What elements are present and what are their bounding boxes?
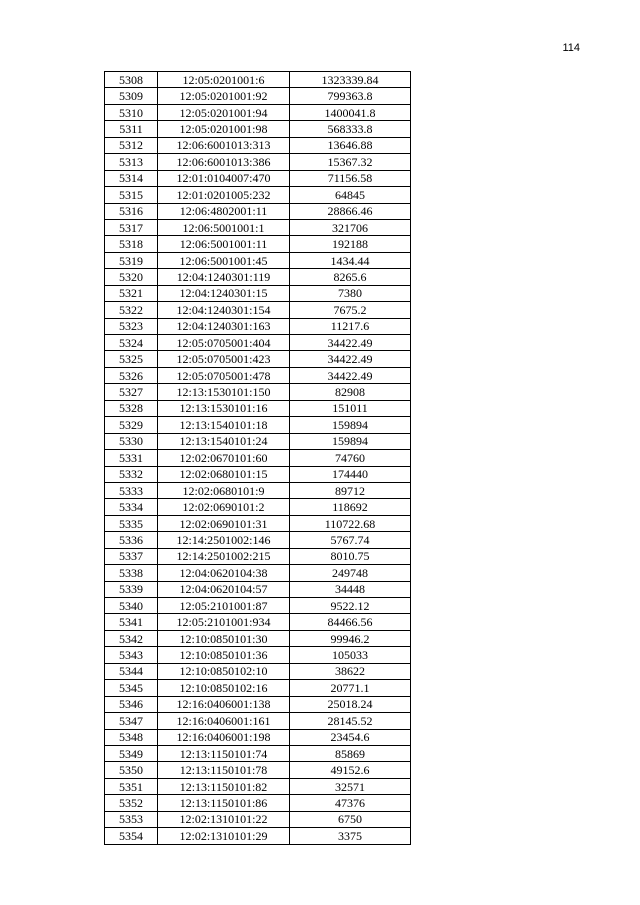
value-cell: 1434.44 xyxy=(290,252,411,268)
table-row xyxy=(105,170,411,186)
value-cell: 71156.58 xyxy=(290,170,411,186)
value-cell: 13646.88 xyxy=(290,137,411,153)
row-number-cell: 5353 xyxy=(105,811,158,827)
cadastral-number-cell: 12:14:2501002:215 xyxy=(158,548,290,564)
value-cell: 159894 xyxy=(290,417,411,433)
cadastral-number-cell: 12:05:2101001:934 xyxy=(158,614,290,630)
value-cell: 74760 xyxy=(290,450,411,466)
table-row xyxy=(105,318,411,334)
data-table xyxy=(104,71,411,845)
table-row xyxy=(105,515,411,531)
row-number-cell: 5324 xyxy=(105,335,158,351)
row-number-cell: 5314 xyxy=(105,170,158,186)
table-row xyxy=(105,384,411,400)
cadastral-number-cell: 12:05:0201001:6 xyxy=(158,72,290,88)
row-number-cell: 5348 xyxy=(105,729,158,745)
row-number-cell: 5347 xyxy=(105,713,158,729)
table-row xyxy=(105,400,411,416)
value-cell: 25018.24 xyxy=(290,696,411,712)
value-cell: 249748 xyxy=(290,565,411,581)
cadastral-number-cell: 12:13:1540101:24 xyxy=(158,433,290,449)
table-row xyxy=(105,762,411,778)
value-cell: 32571 xyxy=(290,778,411,794)
table-row xyxy=(105,581,411,597)
table-row xyxy=(105,88,411,104)
row-number-cell: 5332 xyxy=(105,466,158,482)
cadastral-number-cell: 12:13:1150101:86 xyxy=(158,795,290,811)
cadastral-number-cell: 12:02:0690101:2 xyxy=(158,499,290,515)
cadastral-number-cell: 12:06:4802001:11 xyxy=(158,203,290,219)
row-number-cell: 5319 xyxy=(105,252,158,268)
value-cell: 799363.8 xyxy=(290,88,411,104)
value-cell: 89712 xyxy=(290,482,411,498)
value-cell: 34422.49 xyxy=(290,351,411,367)
table-row xyxy=(105,532,411,548)
value-cell: 1400041.8 xyxy=(290,104,411,120)
row-number-cell: 5342 xyxy=(105,630,158,646)
cadastral-number-cell: 12:02:1310101:22 xyxy=(158,811,290,827)
value-cell: 82908 xyxy=(290,384,411,400)
cadastral-number-cell: 12:04:0620104:38 xyxy=(158,565,290,581)
cadastral-number-cell: 12:13:1540101:18 xyxy=(158,417,290,433)
cadastral-number-cell: 12:10:0850102:10 xyxy=(158,663,290,679)
cadastral-number-cell: 12:02:0670101:60 xyxy=(158,450,290,466)
row-number-cell: 5337 xyxy=(105,548,158,564)
cadastral-number-cell: 12:06:5001001:45 xyxy=(158,252,290,268)
table-row xyxy=(105,72,411,88)
table-row xyxy=(105,417,411,433)
table-row xyxy=(105,104,411,120)
table-row xyxy=(105,630,411,646)
cadastral-number-cell: 12:06:5001001:11 xyxy=(158,236,290,252)
row-number-cell: 5335 xyxy=(105,515,158,531)
cadastral-number-cell: 12:05:0705001:423 xyxy=(158,351,290,367)
table-row xyxy=(105,466,411,482)
row-number-cell: 5336 xyxy=(105,532,158,548)
cadastral-number-cell: 12:02:1310101:29 xyxy=(158,828,290,844)
value-cell: 34422.49 xyxy=(290,367,411,383)
value-cell: 5767.74 xyxy=(290,532,411,548)
value-cell: 1323339.84 xyxy=(290,72,411,88)
table-row xyxy=(105,433,411,449)
table-row xyxy=(105,285,411,301)
value-cell: 11217.6 xyxy=(290,318,411,334)
cadastral-number-cell: 12:02:0680101:9 xyxy=(158,482,290,498)
table-row xyxy=(105,680,411,696)
value-cell: 192188 xyxy=(290,236,411,252)
cadastral-number-cell: 12:04:1240301:15 xyxy=(158,285,290,301)
cadastral-number-cell: 12:04:1240301:163 xyxy=(158,318,290,334)
cadastral-number-cell: 12:06:5001001:1 xyxy=(158,219,290,235)
row-number-cell: 5322 xyxy=(105,302,158,318)
value-cell: 28866.46 xyxy=(290,203,411,219)
row-number-cell: 5343 xyxy=(105,647,158,663)
table-row xyxy=(105,219,411,235)
row-number-cell: 5334 xyxy=(105,499,158,515)
cadastral-number-cell: 12:10:0850101:36 xyxy=(158,647,290,663)
table-row xyxy=(105,778,411,794)
cadastral-number-cell: 12:16:0406001:138 xyxy=(158,696,290,712)
table-row xyxy=(105,450,411,466)
cadastral-number-cell: 12:05:0705001:404 xyxy=(158,335,290,351)
value-cell: 8010.75 xyxy=(290,548,411,564)
value-cell: 105033 xyxy=(290,647,411,663)
value-cell: 7380 xyxy=(290,285,411,301)
row-number-cell: 5354 xyxy=(105,828,158,844)
cadastral-number-cell: 12:10:0850101:30 xyxy=(158,630,290,646)
table-row xyxy=(105,137,411,153)
value-cell: 49152.6 xyxy=(290,762,411,778)
cadastral-number-cell: 12:16:0406001:161 xyxy=(158,713,290,729)
row-number-cell: 5308 xyxy=(105,72,158,88)
cadastral-number-cell: 12:02:0680101:15 xyxy=(158,466,290,482)
cadastral-number-cell: 12:13:1530101:16 xyxy=(158,400,290,416)
table-row xyxy=(105,187,411,203)
row-number-cell: 5326 xyxy=(105,367,158,383)
row-number-cell: 5345 xyxy=(105,680,158,696)
value-cell: 23454.6 xyxy=(290,729,411,745)
row-number-cell: 5316 xyxy=(105,203,158,219)
table-row xyxy=(105,811,411,827)
page-number: 114 xyxy=(562,42,580,54)
value-cell: 159894 xyxy=(290,433,411,449)
table-row xyxy=(105,647,411,663)
table-row xyxy=(105,351,411,367)
cadastral-number-cell: 12:14:2501002:146 xyxy=(158,532,290,548)
value-cell: 34448 xyxy=(290,581,411,597)
row-number-cell: 5309 xyxy=(105,88,158,104)
row-number-cell: 5339 xyxy=(105,581,158,597)
value-cell: 99946.2 xyxy=(290,630,411,646)
value-cell: 8265.6 xyxy=(290,269,411,285)
value-cell: 84466.56 xyxy=(290,614,411,630)
cadastral-number-cell: 12:05:0201001:94 xyxy=(158,104,290,120)
table-row xyxy=(105,614,411,630)
row-number-cell: 5340 xyxy=(105,598,158,614)
row-number-cell: 5321 xyxy=(105,285,158,301)
row-number-cell: 5338 xyxy=(105,565,158,581)
value-cell: 118692 xyxy=(290,499,411,515)
row-number-cell: 5333 xyxy=(105,482,158,498)
row-number-cell: 5310 xyxy=(105,104,158,120)
table-row xyxy=(105,499,411,515)
table-row xyxy=(105,367,411,383)
cadastral-number-cell: 12:05:0201001:92 xyxy=(158,88,290,104)
row-number-cell: 5312 xyxy=(105,137,158,153)
cadastral-number-cell: 12:10:0850102:16 xyxy=(158,680,290,696)
value-cell: 568333.8 xyxy=(290,121,411,137)
table-row xyxy=(105,121,411,137)
row-number-cell: 5318 xyxy=(105,236,158,252)
cadastral-number-cell: 12:05:0705001:478 xyxy=(158,367,290,383)
value-cell: 3375 xyxy=(290,828,411,844)
table-row xyxy=(105,745,411,761)
value-cell: 85869 xyxy=(290,745,411,761)
value-cell: 7675.2 xyxy=(290,302,411,318)
row-number-cell: 5350 xyxy=(105,762,158,778)
table-row xyxy=(105,598,411,614)
row-number-cell: 5327 xyxy=(105,384,158,400)
table-row xyxy=(105,236,411,252)
table-row xyxy=(105,548,411,564)
table-row xyxy=(105,663,411,679)
value-cell: 47376 xyxy=(290,795,411,811)
table-row xyxy=(105,482,411,498)
cadastral-number-cell: 12:13:1150101:74 xyxy=(158,745,290,761)
value-cell: 9522.12 xyxy=(290,598,411,614)
cadastral-number-cell: 12:13:1150101:78 xyxy=(158,762,290,778)
row-number-cell: 5320 xyxy=(105,269,158,285)
table-row xyxy=(105,335,411,351)
row-number-cell: 5346 xyxy=(105,696,158,712)
row-number-cell: 5352 xyxy=(105,795,158,811)
value-cell: 38622 xyxy=(290,663,411,679)
value-cell: 34422.49 xyxy=(290,335,411,351)
table-row xyxy=(105,713,411,729)
table-row xyxy=(105,696,411,712)
value-cell: 64845 xyxy=(290,187,411,203)
row-number-cell: 5311 xyxy=(105,121,158,137)
value-cell: 20771.1 xyxy=(290,680,411,696)
cadastral-number-cell: 12:06:6001013:386 xyxy=(158,154,290,170)
cadastral-number-cell: 12:06:6001013:313 xyxy=(158,137,290,153)
row-number-cell: 5329 xyxy=(105,417,158,433)
row-number-cell: 5349 xyxy=(105,745,158,761)
table-row xyxy=(105,154,411,170)
cadastral-number-cell: 12:13:1530101:150 xyxy=(158,384,290,400)
value-cell: 110722.68 xyxy=(290,515,411,531)
table-row xyxy=(105,828,411,844)
cadastral-number-cell: 12:01:0104007:470 xyxy=(158,170,290,186)
table-row xyxy=(105,252,411,268)
cadastral-number-cell: 12:05:0201001:98 xyxy=(158,121,290,137)
value-cell: 6750 xyxy=(290,811,411,827)
cadastral-number-cell: 12:04:1240301:119 xyxy=(158,269,290,285)
table-row xyxy=(105,203,411,219)
cadastral-number-cell: 12:13:1150101:82 xyxy=(158,778,290,794)
value-cell: 174440 xyxy=(290,466,411,482)
row-number-cell: 5344 xyxy=(105,663,158,679)
table-row xyxy=(105,565,411,581)
row-number-cell: 5323 xyxy=(105,318,158,334)
table-row xyxy=(105,729,411,745)
cadastral-number-cell: 12:01:0201005:232 xyxy=(158,187,290,203)
row-number-cell: 5315 xyxy=(105,187,158,203)
table-row xyxy=(105,795,411,811)
row-number-cell: 5330 xyxy=(105,433,158,449)
table-row xyxy=(105,269,411,285)
cadastral-number-cell: 12:02:0690101:31 xyxy=(158,515,290,531)
row-number-cell: 5341 xyxy=(105,614,158,630)
value-cell: 151011 xyxy=(290,400,411,416)
row-number-cell: 5351 xyxy=(105,778,158,794)
value-cell: 321706 xyxy=(290,219,411,235)
value-cell: 28145.52 xyxy=(290,713,411,729)
row-number-cell: 5331 xyxy=(105,450,158,466)
cadastral-number-cell: 12:04:0620104:57 xyxy=(158,581,290,597)
cadastral-number-cell: 12:04:1240301:154 xyxy=(158,302,290,318)
row-number-cell: 5317 xyxy=(105,219,158,235)
table-row xyxy=(105,302,411,318)
cadastral-number-cell: 12:16:0406001:198 xyxy=(158,729,290,745)
row-number-cell: 5328 xyxy=(105,400,158,416)
cadastral-number-cell: 12:05:2101001:87 xyxy=(158,598,290,614)
table-body xyxy=(105,72,411,845)
row-number-cell: 5325 xyxy=(105,351,158,367)
row-number-cell: 5313 xyxy=(105,154,158,170)
value-cell: 15367.32 xyxy=(290,154,411,170)
